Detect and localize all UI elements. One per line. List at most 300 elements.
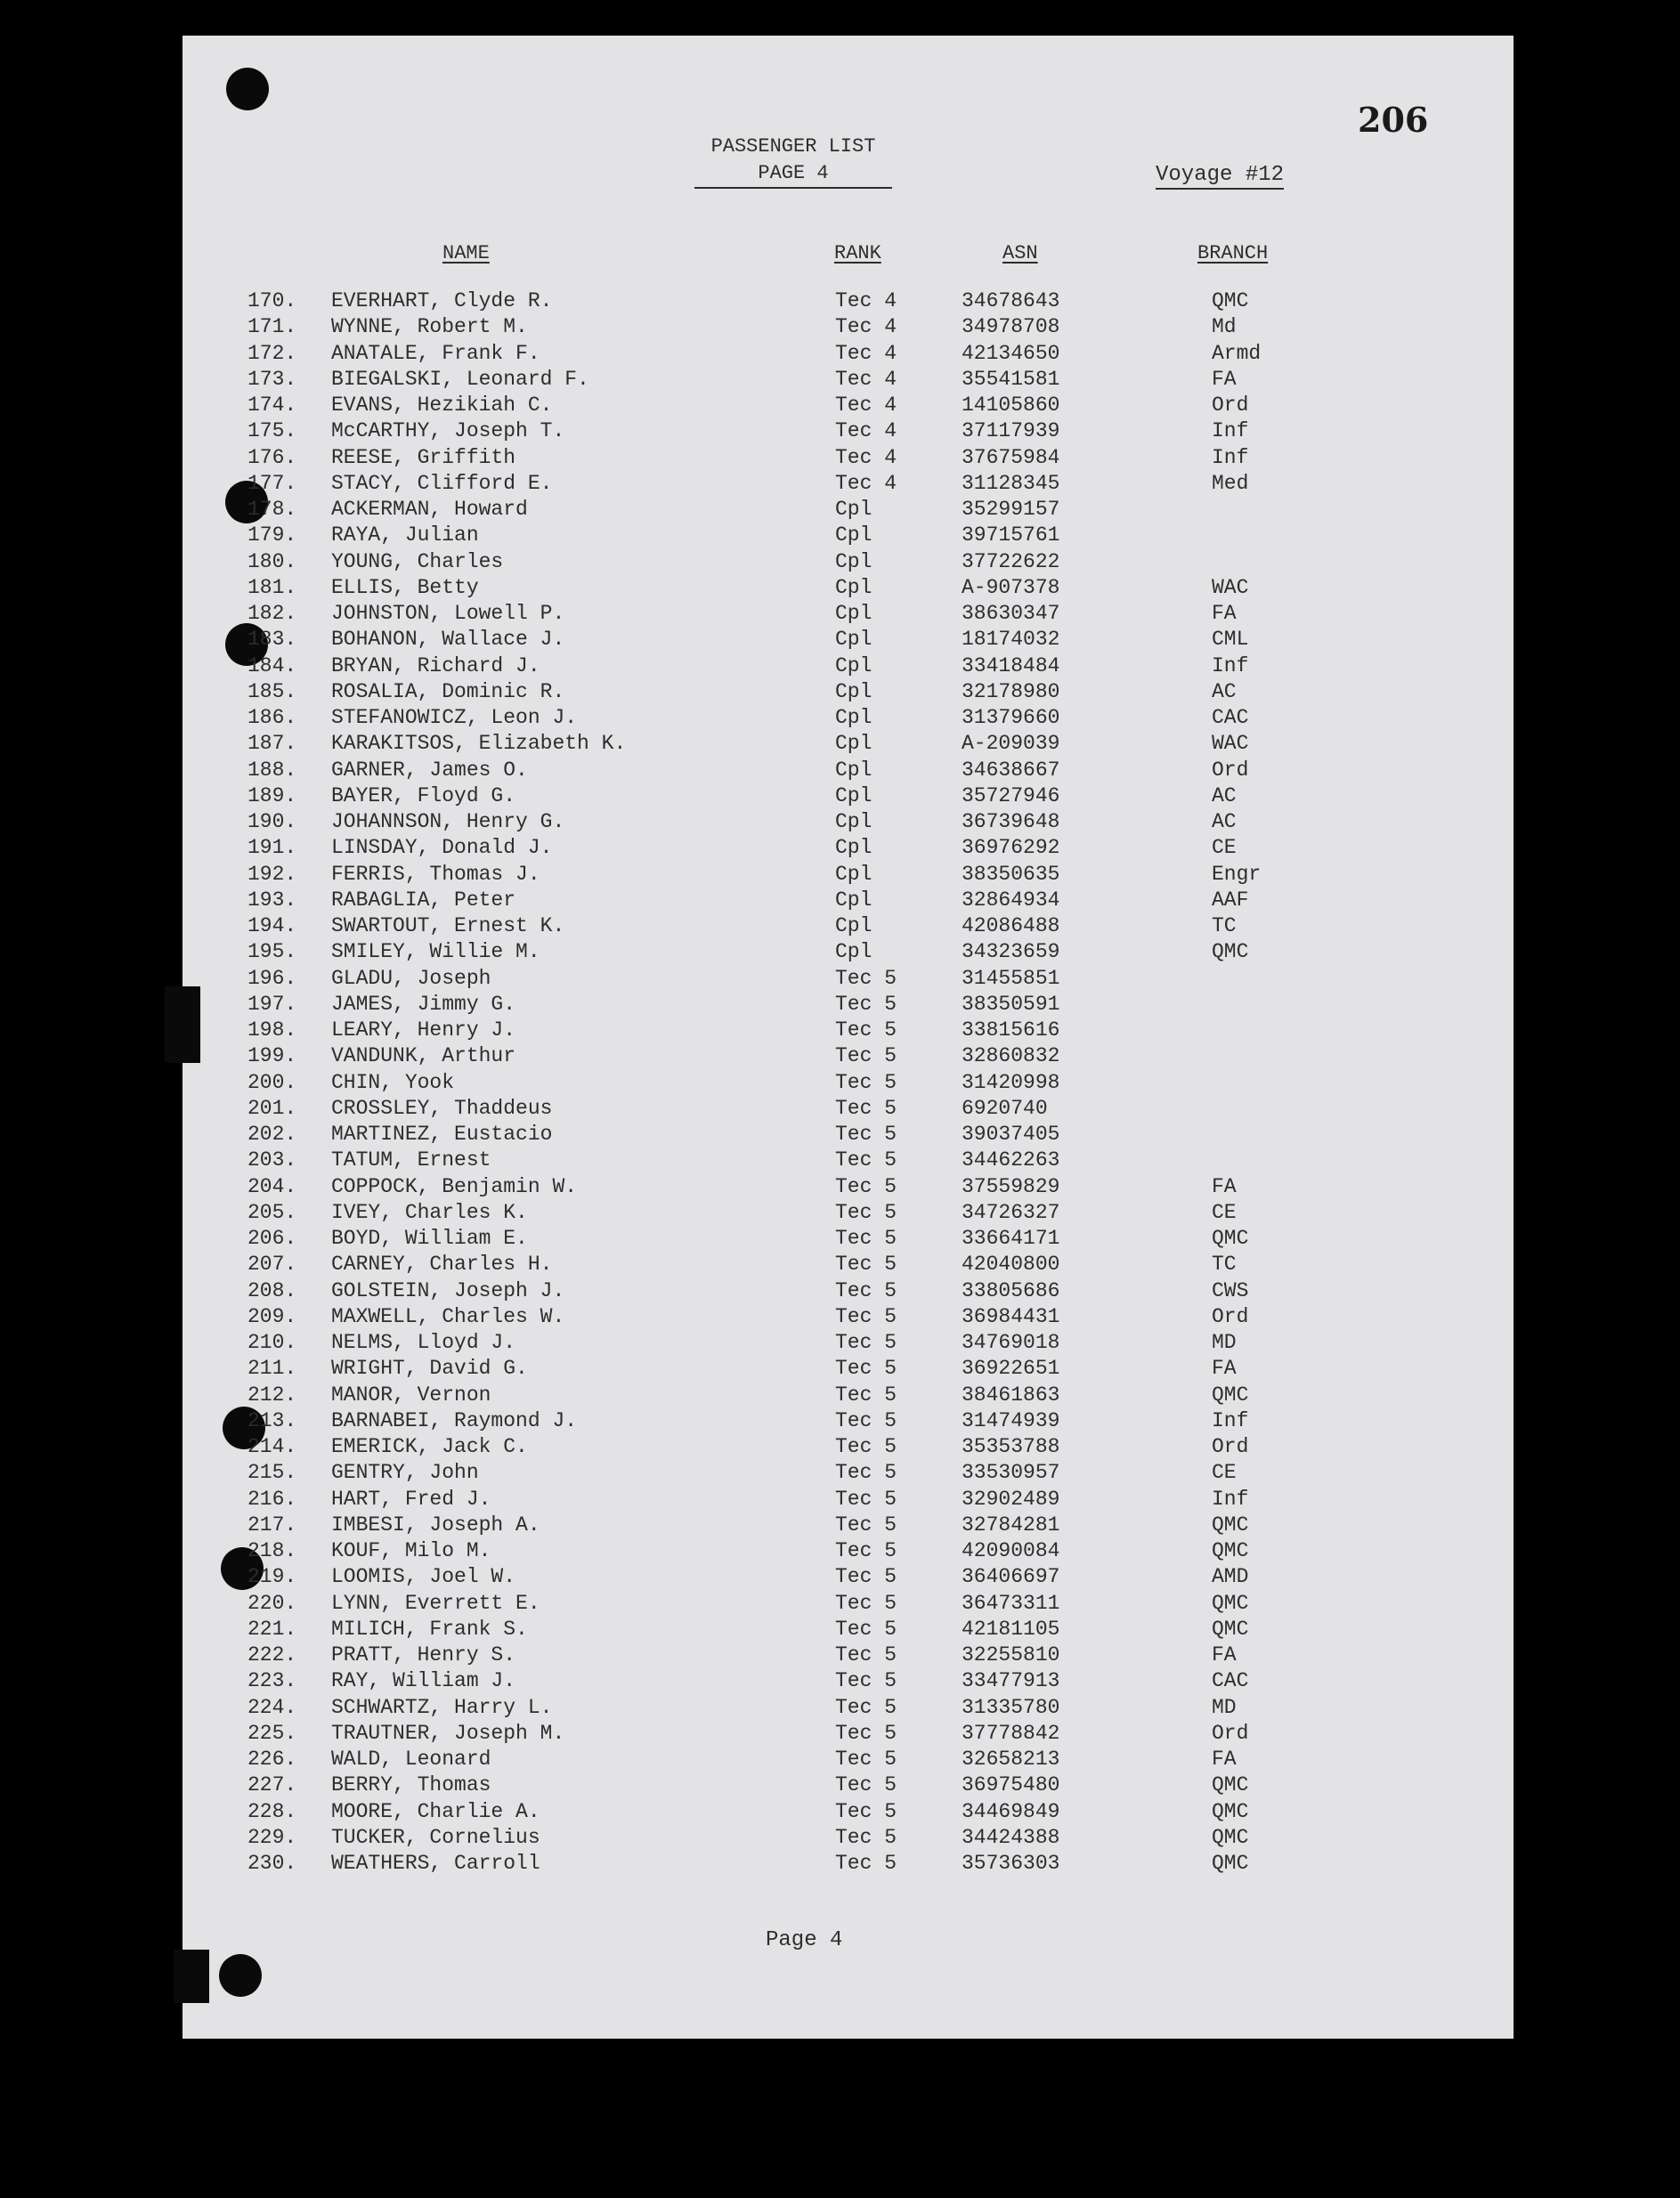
passenger-rank: Tec 5: [835, 1018, 897, 1042]
row-number: 224.: [248, 1695, 297, 1719]
passenger-name: ANATALE, Frank F.: [331, 341, 540, 365]
row-number: 201.: [248, 1096, 297, 1120]
passenger-rank: Tec 5: [835, 1408, 897, 1432]
passenger-rank: Cpl: [835, 940, 872, 964]
passenger-asn: 39715761: [962, 523, 1060, 547]
passenger-name: IVEY, Charles K.: [331, 1200, 528, 1224]
passenger-rank: Tec 5: [835, 1773, 897, 1797]
row-number: 208.: [248, 1278, 297, 1302]
passenger-branch: Inf: [1212, 1487, 1249, 1511]
table-row: [0, 471, 1680, 497]
passenger-asn: 37559829: [962, 1174, 1060, 1198]
table-row: [0, 497, 1680, 523]
passenger-asn: 33815616: [962, 1018, 1060, 1042]
passenger-branch: Armd: [1212, 341, 1262, 365]
passenger-branch: WAC: [1212, 575, 1249, 599]
row-number: 225.: [248, 1721, 297, 1745]
passenger-branch: FA: [1212, 602, 1237, 625]
passenger-name: WRIGHT, David G.: [331, 1357, 528, 1381]
passenger-rank: Cpl: [835, 679, 872, 703]
passenger-name: SWARTOUT, Ernest K.: [331, 914, 565, 937]
passenger-branch: Med: [1212, 471, 1249, 495]
table-row: [0, 1043, 1680, 1069]
passenger-name: CARNEY, Charles H.: [331, 1253, 553, 1277]
passenger-rank: Tec 5: [835, 1487, 897, 1511]
passenger-branch: FA: [1212, 1174, 1237, 1198]
passenger-asn: 38350591: [962, 992, 1060, 1016]
table-row: [0, 1747, 1680, 1772]
row-number: 189.: [248, 783, 297, 807]
row-number: 200.: [248, 1070, 297, 1094]
passenger-name: LYNN, Everrett E.: [331, 1591, 540, 1615]
passenger-rank: Tec 5: [835, 992, 897, 1016]
table-row: [0, 1278, 1680, 1304]
row-number: 218.: [248, 1539, 297, 1562]
table-row: [0, 1122, 1680, 1148]
passenger-branch: FA: [1212, 1643, 1237, 1667]
row-number: 207.: [248, 1253, 297, 1277]
passenger-asn: 37722622: [962, 549, 1060, 573]
table-row: [0, 1851, 1680, 1877]
passenger-asn: 36922651: [962, 1357, 1060, 1381]
passenger-branch: AMD: [1212, 1565, 1249, 1589]
table-row: [0, 862, 1680, 888]
row-number: 196.: [248, 966, 297, 990]
passenger-asn: 36976292: [962, 836, 1060, 860]
passenger-rank: Cpl: [835, 783, 872, 807]
passenger-asn: 36975480: [962, 1773, 1060, 1797]
passenger-branch: FA: [1212, 367, 1237, 391]
row-number: 227.: [248, 1773, 297, 1797]
passenger-asn: 32784281: [962, 1513, 1060, 1537]
row-number: 209.: [248, 1304, 297, 1328]
row-number: 170.: [248, 289, 297, 312]
row-number: 198.: [248, 1018, 297, 1042]
passenger-rank: Cpl: [835, 836, 872, 860]
passenger-rank: Tec 5: [835, 1200, 897, 1224]
passenger-branch: Ord: [1212, 1721, 1249, 1745]
row-number: 199.: [248, 1044, 297, 1068]
passenger-name: BIEGALSKI, Leonard F.: [331, 367, 589, 391]
passenger-name: MAXWELL, Charles W.: [331, 1304, 565, 1328]
table-row: [0, 1564, 1680, 1590]
row-number: 190.: [248, 810, 297, 833]
passenger-name: STACY, Clifford E.: [331, 471, 553, 495]
passenger-rank: Tec 5: [835, 1617, 897, 1641]
row-number: 178.: [248, 498, 297, 521]
row-number: 181.: [248, 575, 297, 599]
passenger-asn: 34769018: [962, 1331, 1060, 1354]
passenger-branch: Inf: [1212, 653, 1249, 677]
row-number: 226.: [248, 1748, 297, 1771]
passenger-branch: CAC: [1212, 1669, 1249, 1693]
passenger-name: LOOMIS, Joel W.: [331, 1565, 516, 1589]
table-row: [0, 1487, 1680, 1513]
table-row: [0, 758, 1680, 783]
row-number: 219.: [248, 1565, 297, 1589]
row-number: 180.: [248, 549, 297, 573]
passenger-branch: Ord: [1212, 1304, 1249, 1328]
passenger-name: VANDUNK, Arthur: [331, 1044, 516, 1068]
passenger-rank: Tec 4: [835, 471, 897, 495]
passenger-branch: AC: [1212, 679, 1237, 703]
table-row: [0, 888, 1680, 913]
passenger-asn: 38350635: [962, 862, 1060, 886]
row-number: 186.: [248, 706, 297, 729]
table-row: [0, 783, 1680, 809]
passenger-name: CROSSLEY, Thaddeus: [331, 1096, 553, 1120]
passenger-rank: Tec 5: [835, 1461, 897, 1485]
passenger-asn: 38461863: [962, 1383, 1060, 1407]
passenger-rank: Tec 5: [835, 1044, 897, 1068]
table-row: [0, 939, 1680, 965]
passenger-asn: 35736303: [962, 1852, 1060, 1875]
passenger-asn: 36984431: [962, 1304, 1060, 1328]
passenger-rank: Tec 5: [835, 1331, 897, 1354]
passenger-name: WEATHERS, Carroll: [331, 1852, 540, 1875]
table-row: [0, 314, 1680, 340]
table-row: [0, 913, 1680, 939]
column-header-branch: BRANCH: [1197, 242, 1269, 264]
passenger-asn: 42090084: [962, 1539, 1060, 1562]
passenger-rank: Cpl: [835, 523, 872, 547]
passenger-rank: Tec 5: [835, 1721, 897, 1745]
passenger-rank: Cpl: [835, 810, 872, 833]
passenger-branch: MD: [1212, 1331, 1237, 1354]
passenger-asn: 31474939: [962, 1408, 1060, 1432]
table-row: [0, 601, 1680, 627]
passenger-rank: Tec 4: [835, 341, 897, 365]
passenger-branch: CML: [1212, 628, 1249, 652]
passenger-branch: TC: [1212, 1253, 1237, 1277]
table-row: [0, 1226, 1680, 1252]
passenger-asn: 37117939: [962, 419, 1060, 443]
passenger-name: ELLIS, Betty: [331, 575, 479, 599]
passenger-name: YOUNG, Charles: [331, 549, 504, 573]
table-row: [0, 731, 1680, 757]
passenger-name: LINSDAY, Donald J.: [331, 836, 553, 860]
table-row: [0, 679, 1680, 705]
passenger-name: WALD, Leonard: [331, 1748, 491, 1771]
table-row: [0, 966, 1680, 992]
passenger-asn: 39037405: [962, 1123, 1060, 1146]
passenger-branch: QMC: [1212, 1825, 1249, 1849]
passenger-asn: 33418484: [962, 653, 1060, 677]
table-row: [0, 575, 1680, 601]
table-row: [0, 627, 1680, 653]
passenger-asn: 38630347: [962, 602, 1060, 625]
passenger-branch: QMC: [1212, 940, 1249, 964]
row-number: 229.: [248, 1825, 297, 1849]
passenger-asn: 42134650: [962, 341, 1060, 365]
row-number: 174.: [248, 393, 297, 417]
column-header-asn: ASN: [1002, 242, 1038, 264]
passenger-name: LEARY, Henry J.: [331, 1018, 516, 1042]
passenger-asn: 31128345: [962, 471, 1060, 495]
passenger-branch: Engr: [1212, 862, 1262, 886]
passenger-name: BOYD, William E.: [331, 1227, 528, 1250]
table-row: [0, 549, 1680, 575]
row-number: 210.: [248, 1331, 297, 1354]
passenger-asn: 33805686: [962, 1278, 1060, 1302]
passenger-asn: 14105860: [962, 393, 1060, 417]
passenger-asn: 18174032: [962, 628, 1060, 652]
passenger-rank: Cpl: [835, 575, 872, 599]
passenger-name: EVERHART, Clyde R.: [331, 289, 553, 312]
row-number: 222.: [248, 1643, 297, 1667]
passenger-branch: WAC: [1212, 732, 1249, 756]
table-row: [0, 523, 1680, 548]
passenger-asn: 37778842: [962, 1721, 1060, 1745]
title-page-text: PAGE 4: [694, 160, 892, 189]
row-number: 192.: [248, 862, 297, 886]
passenger-rank: Tec 5: [835, 1695, 897, 1719]
passenger-rank: Tec 4: [835, 315, 897, 339]
table-row: [0, 992, 1680, 1018]
passenger-branch: CAC: [1212, 706, 1249, 729]
passenger-asn: 34638667: [962, 758, 1060, 782]
row-number: 179.: [248, 523, 297, 547]
passenger-name: JOHANNSON, Henry G.: [331, 810, 565, 833]
passenger-name: MOORE, Charlie A.: [331, 1799, 540, 1823]
table-row: [0, 1356, 1680, 1382]
table-row: [0, 1330, 1680, 1356]
passenger-asn: 34726327: [962, 1200, 1060, 1224]
passenger-rank: Cpl: [835, 914, 872, 937]
passenger-branch: QMC: [1212, 1383, 1249, 1407]
passenger-asn: 34462263: [962, 1148, 1060, 1172]
table-row: [0, 1434, 1680, 1460]
passenger-name: JOHNSTON, Lowell P.: [331, 602, 565, 625]
passenger-rank: Cpl: [835, 888, 872, 912]
passenger-asn: 35353788: [962, 1435, 1060, 1458]
table-row: [0, 653, 1680, 679]
passenger-name: KARAKITSOS, Elizabeth K.: [331, 732, 627, 756]
passenger-rank: Tec 5: [835, 1513, 897, 1537]
passenger-rank: Tec 5: [835, 1096, 897, 1120]
passenger-branch: CE: [1212, 836, 1237, 860]
passenger-rank: Tec 5: [835, 1357, 897, 1381]
passenger-branch: CWS: [1212, 1278, 1249, 1302]
passenger-asn: 32255810: [962, 1643, 1060, 1667]
row-number: 187.: [248, 732, 297, 756]
table-row: [0, 809, 1680, 835]
passenger-rank: Tec 5: [835, 1435, 897, 1458]
passenger-name: COPPOCK, Benjamin W.: [331, 1174, 578, 1198]
passenger-branch: QMC: [1212, 289, 1249, 312]
passenger-rank: Tec 5: [835, 1253, 897, 1277]
passenger-branch: QMC: [1212, 1513, 1249, 1537]
passenger-branch: TC: [1212, 914, 1237, 937]
row-number: 197.: [248, 992, 297, 1016]
passenger-asn: 31455851: [962, 966, 1060, 990]
passenger-name: TRAUTNER, Joseph M.: [331, 1721, 565, 1745]
passenger-name: RABAGLIA, Peter: [331, 888, 516, 912]
passenger-asn: 35299157: [962, 498, 1060, 521]
row-number: 184.: [248, 653, 297, 677]
table-row: [0, 1591, 1680, 1617]
passenger-rank: Tec 5: [835, 1799, 897, 1823]
passenger-branch: MD: [1212, 1695, 1237, 1719]
passenger-rank: Tec 5: [835, 1591, 897, 1615]
passenger-name: JAMES, Jimmy G.: [331, 992, 516, 1016]
passenger-rank: Tec 5: [835, 1227, 897, 1250]
table-row: [0, 1460, 1680, 1486]
passenger-asn: 42181105: [962, 1617, 1060, 1641]
passenger-name: PRATT, Henry S.: [331, 1643, 516, 1667]
table-row: [0, 1383, 1680, 1408]
footer-page-label: Page 4: [766, 1928, 843, 1952]
passenger-name: BOHANON, Wallace J.: [331, 628, 565, 652]
passenger-rank: Tec 5: [835, 1669, 897, 1693]
passenger-branch: CE: [1212, 1200, 1237, 1224]
row-number: 171.: [248, 315, 297, 339]
table-row: [0, 1721, 1680, 1747]
row-number: 175.: [248, 419, 297, 443]
passenger-rank: Tec 5: [835, 1383, 897, 1407]
passenger-name: WYNNE, Robert M.: [331, 315, 528, 339]
table-row: [0, 1096, 1680, 1122]
passenger-asn: 34469849: [962, 1799, 1060, 1823]
table-row: [0, 341, 1680, 367]
passenger-asn: 32864934: [962, 888, 1060, 912]
table-row: [0, 1018, 1680, 1043]
passenger-branch: FA: [1212, 1357, 1237, 1381]
passenger-branch: Ord: [1212, 1435, 1249, 1458]
table-row: [0, 1304, 1680, 1330]
passenger-rank: Cpl: [835, 549, 872, 573]
passenger-name: BARNABEI, Raymond J.: [331, 1408, 578, 1432]
row-number: 211.: [248, 1357, 297, 1381]
row-number: 215.: [248, 1461, 297, 1485]
passenger-name: GOLSTEIN, Joseph J.: [331, 1278, 565, 1302]
passenger-name: BAYER, Floyd G.: [331, 783, 516, 807]
passenger-rank: Tec 5: [835, 1123, 897, 1146]
passenger-asn: 42040800: [962, 1253, 1060, 1277]
passenger-name: GARNER, James O.: [331, 758, 528, 782]
passenger-name: RAYA, Julian: [331, 523, 479, 547]
passenger-rank: Tec 5: [835, 966, 897, 990]
row-number: 188.: [248, 758, 297, 782]
passenger-name: NELMS, Lloyd J.: [331, 1331, 516, 1354]
passenger-rank: Tec 5: [835, 1278, 897, 1302]
passenger-rank: Cpl: [835, 602, 872, 625]
row-number: 195.: [248, 940, 297, 964]
row-number: 228.: [248, 1799, 297, 1823]
table-row: [0, 367, 1680, 393]
table-row: [0, 1148, 1680, 1173]
row-number: 221.: [248, 1617, 297, 1641]
passenger-asn: 33530957: [962, 1461, 1060, 1485]
row-number: 213.: [248, 1408, 297, 1432]
passenger-rank: Tec 5: [835, 1148, 897, 1172]
passenger-asn: 6920740: [962, 1096, 1048, 1120]
passenger-asn: 37675984: [962, 445, 1060, 469]
passenger-branch: QMC: [1212, 1617, 1249, 1641]
passenger-name: ACKERMAN, Howard: [331, 498, 528, 521]
passenger-branch: CE: [1212, 1461, 1237, 1485]
passenger-rank: Cpl: [835, 628, 872, 652]
table-row: [0, 445, 1680, 471]
row-number: 193.: [248, 888, 297, 912]
list-title: [694, 134, 892, 189]
passenger-rank: Tec 5: [835, 1748, 897, 1771]
passenger-branch: Md: [1212, 315, 1237, 339]
passenger-rank: Tec 5: [835, 1852, 897, 1875]
row-number: 217.: [248, 1513, 297, 1537]
passenger-name: ROSALIA, Dominic R.: [331, 679, 565, 703]
row-number: 177.: [248, 471, 297, 495]
column-header-name: NAME: [442, 242, 490, 264]
passenger-asn: 32658213: [962, 1748, 1060, 1771]
stamped-page-number: 206: [1358, 100, 1429, 140]
passenger-asn: 35727946: [962, 783, 1060, 807]
row-number: 173.: [248, 367, 297, 391]
passenger-branch: QMC: [1212, 1539, 1249, 1562]
passenger-asn: 33664171: [962, 1227, 1060, 1250]
passenger-name: KOUF, Milo M.: [331, 1539, 491, 1562]
passenger-asn: 42086488: [962, 914, 1060, 937]
passenger-rank: Tec 4: [835, 393, 897, 417]
passenger-asn: A-907378: [962, 575, 1060, 599]
row-number: 212.: [248, 1383, 297, 1407]
passenger-branch: Inf: [1212, 1408, 1249, 1432]
passenger-asn: 35541581: [962, 367, 1060, 391]
table-row: [0, 1642, 1680, 1668]
row-number: 204.: [248, 1174, 297, 1198]
table-row: [0, 1174, 1680, 1200]
passenger-name: GLADU, Joseph: [331, 966, 491, 990]
column-header-rank: RANK: [834, 242, 881, 264]
row-number: 216.: [248, 1487, 297, 1511]
passenger-name: HART, Fred J.: [331, 1487, 491, 1511]
row-number: 223.: [248, 1669, 297, 1693]
passenger-name: MARTINEZ, Eustacio: [331, 1123, 553, 1146]
row-number: 182.: [248, 602, 297, 625]
table-row: [0, 1799, 1680, 1825]
passenger-branch: QMC: [1212, 1227, 1249, 1250]
passenger-rank: Tec 4: [835, 419, 897, 443]
row-number: 214.: [248, 1435, 297, 1458]
passenger-name: SCHWARTZ, Harry L.: [331, 1695, 553, 1719]
table-row: [0, 1408, 1680, 1434]
row-number: 185.: [248, 679, 297, 703]
passenger-branch: FA: [1212, 1748, 1237, 1771]
passenger-asn: 34424388: [962, 1825, 1060, 1849]
passenger-branch: Ord: [1212, 393, 1249, 417]
passenger-rank: Cpl: [835, 498, 872, 521]
row-number: 203.: [248, 1148, 297, 1172]
passenger-asn: 36406697: [962, 1565, 1060, 1589]
passenger-asn: 31420998: [962, 1070, 1060, 1094]
passenger-rank: Tec 5: [835, 1565, 897, 1589]
passenger-name: CHIN, Yook: [331, 1070, 455, 1094]
row-number: 206.: [248, 1227, 297, 1250]
voyage-label: Voyage #12: [1156, 163, 1284, 190]
passenger-name: MANOR, Vernon: [331, 1383, 491, 1407]
passenger-branch: AC: [1212, 810, 1237, 833]
table-row: [0, 1252, 1680, 1277]
passenger-name: SMILEY, Willie M.: [331, 940, 540, 964]
row-number: 191.: [248, 836, 297, 860]
passenger-asn: 31379660: [962, 706, 1060, 729]
row-number: 220.: [248, 1591, 297, 1615]
passenger-asn: 36739648: [962, 810, 1060, 833]
table-row: [0, 1825, 1680, 1851]
passenger-name: TATUM, Ernest: [331, 1148, 491, 1172]
passenger-rank: Cpl: [835, 732, 872, 756]
passenger-branch: QMC: [1212, 1591, 1249, 1615]
